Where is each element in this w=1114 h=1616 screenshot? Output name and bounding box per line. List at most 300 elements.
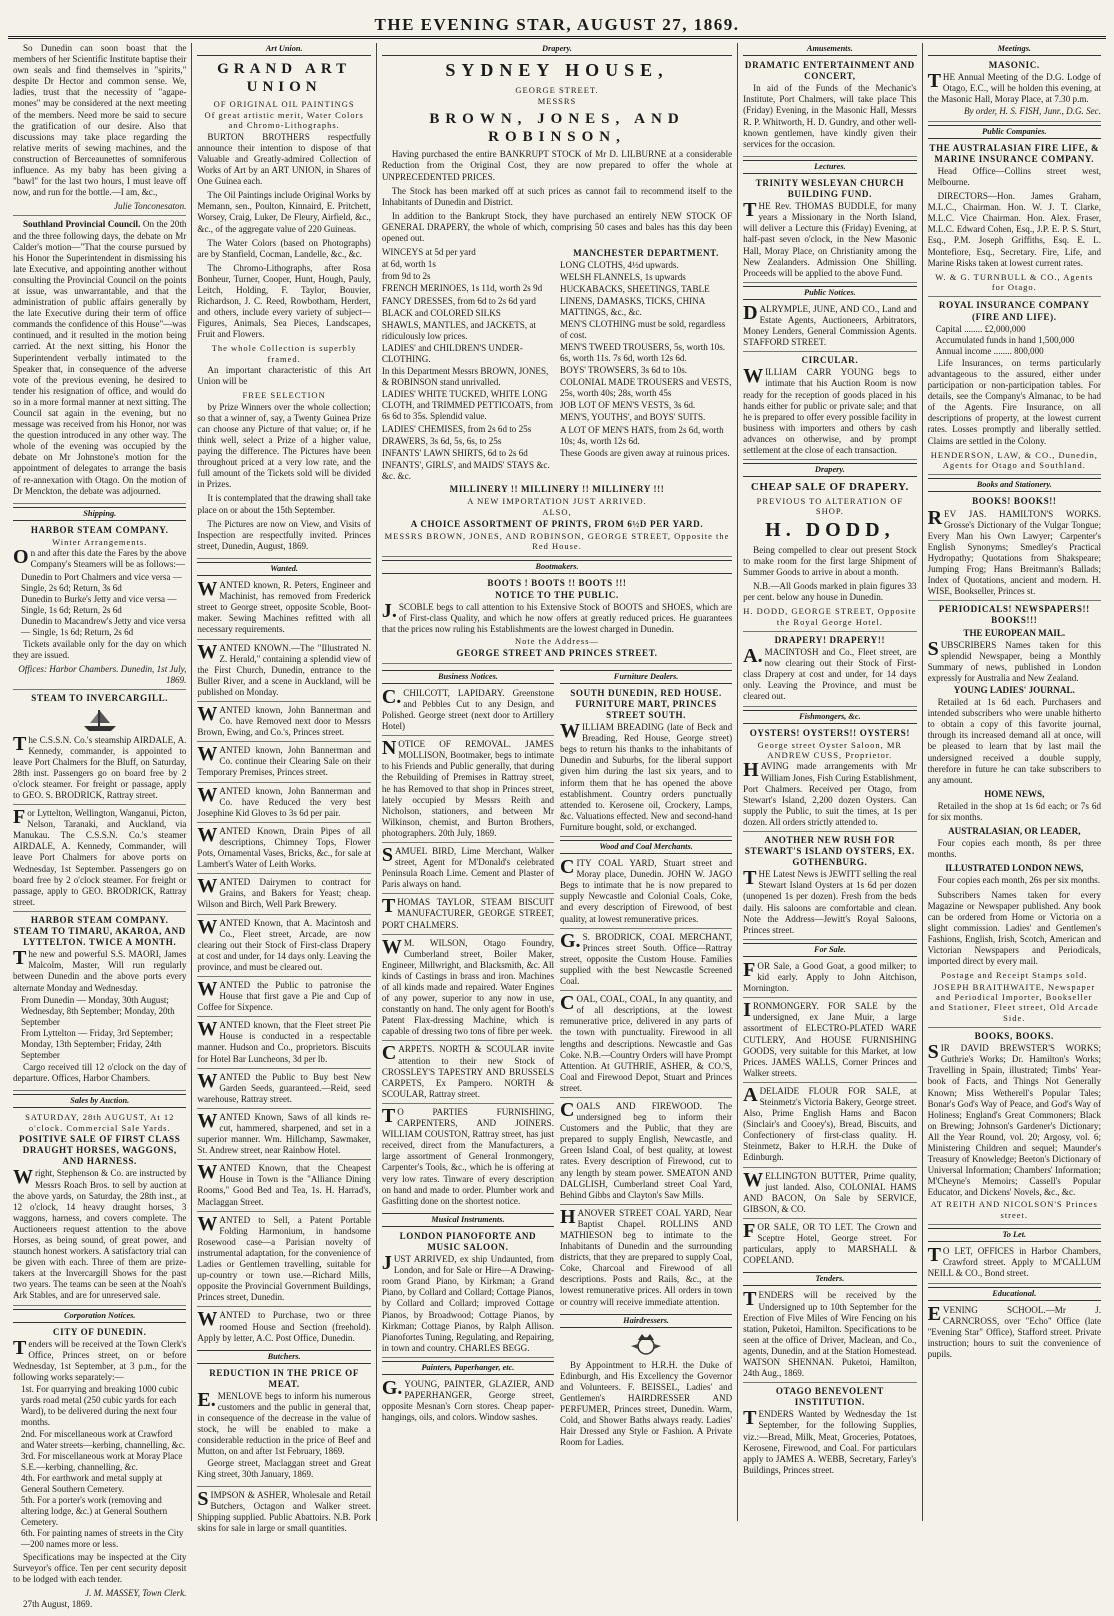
section-hairdressers: Hairdressers. (560, 1314, 732, 1328)
music-title: LONDON PIANOFORTE AND MUSIC SALOON. (399, 1230, 537, 1252)
lecture-ad (743, 178, 916, 283)
art-sub1: OF ORIGINAL OIL PAINTINGS (213, 98, 355, 109)
business-ad-text: THOMAS TAYLOR, STEAM BISCUIT MANUFACTURER, GEORGE STREET, PORT CHALMERS. (381, 895, 554, 930)
tender-ad (743, 1290, 916, 1383)
wanted-ad (197, 745, 370, 782)
lecture-title: TRINITY WESLEYAN CHURCH BUILDING FUND. (755, 177, 905, 200)
timaru-title: HARBOR STEAM COMPANY. STEAM TO TIMARU, AKAROA, AND LYTTELTON. TWICE A MONTH. (13, 914, 186, 948)
drapery-right-item: MEN'S TWEED TROUSERS, 5s, worth 10s. 6s, worth 11s. 7s 6d, worth 12s 6d. (560, 341, 726, 363)
drapery-left-item: FRENCH MERINOES, 1s 11d, worth 2s 9d (381, 283, 543, 294)
section-art-union: Art Union. (197, 43, 370, 56)
section-corporation: Corporation Notices. (13, 1309, 186, 1323)
music-text: JUST ARRIVED, ex ship Undaunted, from London, and for Sale or Hire—A Drawing-room Grand Piano, by Kirkman; a Grand Piano, by Collard and Collard; Cottage Pianos, by Collard and Collard; improved Cottage Pianos, by Broadwood; Cottage Pianos, by Kirkman; Cottage Pianos, by Ralph Allison. Pianofortes Tuning, Regulating, and Repairing, in town and country. CHARLES BEGG. (381, 1252, 554, 1353)
sale-ad-text: WELLINGTON BUTTER, Prime quality, just landed. Also, COLONIAL HAMS AND BACON, On Sale by SERVICE, GIBSON, & CO. (743, 1168, 917, 1214)
home-title: HOME NEWS, (984, 788, 1045, 799)
section-lectures: Lectures. (743, 160, 916, 174)
sale-ad (743, 1219, 917, 1269)
benevolent-ad (743, 1386, 916, 1479)
drapery-right-item: COLONIAL MADE TROUSERS and VESTS, 25s, worth 40s; 28s, worth 45s (560, 377, 732, 399)
boots-text: J.SCOBLE begs to call attention to his Extensive Stock of BOOTS and SHOES, which are of First-class Quality, and which he now offers at greatly reduced prices. He guarantees that the prices now ruling his Establishments are the lowest charged in Dunedin. (381, 599, 733, 635)
drapery-left-item: from 9d to 2s (381, 271, 431, 282)
boots-note: Note the Address— (514, 636, 600, 647)
benevolent-text: TENDERS Wanted by Wednesday the 1st September, for the following Supplies, viz.:—Bread, Milk, Meat, Groceries, Potatoes, Kerosene, Firewood, and Coal. For particulars apply to JAMES A. WEBB, Secretary, Farley's Buildings, Princes street. (743, 1407, 917, 1475)
sale-ad-text: IRONMONGERY. FOR SALE by the undersigned, ex Jane Muir, a large assortment of ELECTRO-PLATED WARE CUTLERY, And HOUSE FURNISHING GOODS, very suitable for this Market, at low Prices. JAMES WALLS, Corner Princes and Walker streets. (743, 999, 917, 1078)
books-text: REV JAS. HAMILTON'S WORKS. Grosse's Dictionary of the Vulgar Tongue; Every Man his Own Lawyer; Carpenter's English Synonyms; Smedley's Practical Hydropathy; Quotations from Shakspeare; Jumping Frog; Hans Breitmann's Ballads; Index of Quotations, ancient and modern. H. WISE, Bookseller, Princes st. (927, 506, 1101, 597)
dodd-address: H. DODD, GEORGE STREET, Opposite the Royal George Hotel. (743, 606, 917, 627)
drapery-right-item: A LOT OF MEN'S HATS, from 2s 6d, worth 10s; 4s, worth 12s 6d. (560, 424, 724, 446)
boots-notice: NOTICE TO THE PUBLIC. (495, 589, 619, 600)
circular-ad (743, 355, 916, 460)
subscribers-text: Subscribers Names taken for every Magazine or Newspaper published. Any book can be ordered from Home or Victoria on a slight commission. Ladies' and Gentlemen's Fashions, English, Irish, Scotch, American and Victorian Newspapers and Periodicals, imported direct by every mail. (927, 889, 1101, 967)
drapery-lists (382, 247, 732, 483)
column-6 (923, 43, 1106, 1521)
prints-line: A CHOICE ASSORTMENT OF PRINTS, FROM 6½D PER YARD. (410, 518, 704, 529)
art-p3: The Water Colors (based on Photographs) are by Stanfield, Cocman, Landelle, &c., &c. (197, 237, 371, 259)
fare-row: Dunedin to Burke's Jetty and vice versa — Single, 1s 6d; Return, 2s 6d (21, 593, 177, 615)
section-butchers: Butchers. (197, 1350, 370, 1364)
wanted-ad-text: WANTED Known, Drain Pipes of all descriptions, Chimney Tops, Flower Pots, Ornamental Vases, Bricks, &c., for sale at Lambert's Water of Leith Works. (197, 823, 371, 870)
column-1 (8, 43, 192, 1609)
simpson-text: SIMPSON & ASHER, Wholesale and Retail Butchers, Octagon and Walker street. Shipping supplied. Public Abattoirs. N.B. Pork skins for sale in large or small quantities. (197, 1487, 371, 1534)
drapery-right-item: MEN'S CLOTHING must be sold, regardless of cost. (560, 318, 726, 340)
rush-ad (743, 835, 916, 940)
harbor-sub: Winter Arrangements. (52, 536, 148, 547)
corp-item: 5th. For a porter's work (removing and altering lodge, &c.) at General Southern Cemetery. (21, 1495, 168, 1528)
royal-signature: HENDERSON, LAW, & CO., Dunedin, Agents for Otago and Southland. (930, 449, 1098, 471)
young-text: Retailed at 1s 6d each. Purchasers and intended subscribers who were unable hitherto to obtain a copy of this favorite journal, through its increased demand all at once, will be pleased to learn that by last mail the undersigned received a double supply, therefore in future he can take subscribers to any amount. (927, 697, 1101, 785)
home-text: Retailed in the shop at 1s 6d each; or 7s 6d for six months. (927, 800, 1101, 823)
wanted-ad (197, 705, 370, 742)
wanted-ad (197, 1310, 370, 1346)
wanted-ad-text: WANTED the Public to patronise the House that first gave a Pie and Cup of Coffee for Sixpence. (197, 977, 371, 1013)
drapery-left-item: SHAWLS, MANTLES, and JACKETS, at ridiculously low prices. (381, 319, 536, 341)
auction-text: Wright, Stephenson & Co. are instructed by Messrs Roach Bros. to sell by auction at the above yards, on Saturday, the 28th inst., at 12 o'clock, 14 heavy draught horses, 3 waggons, harness, and covers complete. The Auctioneers request attention to the above Horses, as being sound, of great power, and staunch honest workers. A satisfactory trial can be given with each. Three of them are prize-takers at the Invercargill Shows for the past two years. The teams can be seen at the Noah's Ark Stables, and are for unreserved sale. (13, 1166, 187, 1301)
drapery-again: DRAPERY! DRAPERY!! (774, 634, 886, 645)
educational-text: EVENING SCHOOL.—Mr J. CARNCROSS, over "Echo" Office (late "Evening Star" Office), Stafford street. Private instruction; hours to suit the convenience of pupils. (927, 1302, 1101, 1360)
art-p1: BURTON BROTHERS respectfully announce their intention to dispose of that Valuable and Greatly-admired Collection of Works of Art by an ART UNION, in Shares of One Guinea each. (197, 131, 371, 187)
wood-ad (560, 1098, 733, 1205)
dramatic-text: In aid of the Funds of the Mechanic's Institute, Port Chalmers, will take place This (Friday) Evening, in the Masonic Hall, Messrs R. P. Whitworth, H. D. Gundry, and other well-known gentlemen, have kindly given their services for the occasion. (743, 83, 917, 149)
books-ad (928, 496, 1101, 601)
wanted-ad-text: WANTED to Purchase, two or three roomed House and Section (freehold). Apply by letter, A.C. Post Office, Dunedin. (197, 1308, 371, 1343)
lecture-text: THE Rev. THOMAS BUDDLE, for many years a Missionary in the North Island, will deliver a Lecture this (Friday) Evening, at half-past seven o'clock, in the New Masonic Hall, Moray Place, on Christianity among the New Zealanders. Admission One Shilling. Proceeds will be applied to the above Fund. (743, 199, 917, 278)
invercargill-title: STEAM TO INVERCARGILL. (31, 693, 169, 704)
australasian-leader-title: AUSTRALASIAN, OR LEADER, (948, 826, 1081, 837)
business-ad (382, 897, 554, 934)
sale-ad-text: FOR Sale, a Good Goat, a good milker; to kid early. Apply to John Aitchison, Mornington. (743, 958, 917, 994)
art-title: GRAND ART UNION (217, 61, 352, 96)
wanted-ad (197, 1163, 370, 1211)
sale-ad-text: FOR SALE, OR TO LET. The Crown and Sceptre Hotel, George street. For particulars, apply to MARSHALL & COPELAND. (743, 1219, 917, 1266)
wanted-ad (197, 783, 371, 823)
drapery-left-item: In this Department Messrs BROWN, JONES, & ROBINSON stand unrivalled. (381, 366, 549, 388)
wanted-ad-text: WANTED Dairymen to contract for Grains, and Bakers for Yeast; cheap. Wilson and Birch, Well Park Brewery. (197, 875, 371, 910)
royal-row: Annual income ........ 800,000 (935, 345, 1044, 356)
business-ad-text: NOTICE OF REMOVAL. JAMES MOLLISON, Bootmaker, begs to intimate to his Friends and Public generally, that during the Rebuilding of Premises in Rattray street, he has Removed to that shop in Princes street, lately occupied by Messrs Reith and Nicholson, stationers, and between Mr Wilkinson, chemist, and Burton Brothers, photographers. 20th July, 1869. (381, 737, 554, 838)
section-books: Books and Stationery. (928, 478, 1101, 492)
butchers-title: REDUCTION IN THE PRICE OF MEAT. (209, 1367, 359, 1389)
dodd-name: H. DODD, (765, 519, 895, 542)
art-p4: The Chromo-Lithographs, after Rosa Bonheur, Turner, Cooper, Hunt, Hough, Pauly, Leitch, Holding, F. Taylor, Bouvier, Richardson, J. C. Reed, Rowbotham, Herdert, and others, include every variety of subject—Figures, Animals, Sea Pieces, Landscapes, Fruit and Flowers. (197, 262, 371, 340)
art-p9: The Pictures are now on View, and Visits of Inspection are respectfully invited. Princes street, Dunedin, August, 1869. (197, 518, 371, 551)
drapery-right-item: LONG CLOTHS, 4½d upwards. (560, 260, 679, 271)
wood-ad-text: COAL, COAL, COAL, In any quantity, and of all descriptions, at the lowest remunerative price, delivered in any parts of the town with punctuality. Firewood in all lengths and descriptions. Newcastle and Gas Coke. N.B.—Country Orders will have Prompt Attention. At GUTHRIE, ASHER, & CO.'S, Coal and Firewood Depot, Stuart and Princes street. (560, 992, 733, 1093)
oyster-ad (743, 728, 916, 832)
corp-date: 27th August, 1869. (23, 1598, 93, 1609)
wood-ad-text: G.S. BRODRICK, COAL MERCHANT, Princes street South. Office—Rattray street, opposite the Custom House. Families supplied with the best Newcastle Screened Coal. (560, 929, 733, 987)
macintosh-text: A.MACINTOSH and Co., Fleet street, are now clearing out their Stock of First-class Drapery at cost and under, for 14 days only. Leaving the Province, and must be cleared out. (743, 645, 917, 702)
australasian-ad (928, 143, 1101, 298)
dramatic-title: DRAMATIC ENTERTAINMENT AND CONCERT, (744, 60, 915, 82)
stamps-line: Postage and Receipt Stamps sold. (941, 970, 1088, 981)
column-2 (192, 43, 376, 1534)
section-wood-coal: Wood and Coal Merchants. (560, 840, 732, 854)
wanted-ad-text: WANTED the Public to Buy best New Garden Seeds, guaranteed.—Reid, seed warehouse, Rattray street. (197, 1069, 371, 1104)
brown-text2: The Stock has been marked off at such prices as cannot fail to recommend itself to the Inhabitants of Dunedin and District. (381, 185, 733, 207)
sale-ad (743, 1083, 917, 1168)
section-meetings: Meetings. (928, 43, 1101, 56)
section-educational: Educational. (928, 1287, 1101, 1301)
drapery-right-item: BOYS' TROWSERS, 3s 6d to 10s. (560, 365, 688, 376)
sale-ad (743, 958, 917, 998)
sale-list (743, 958, 917, 1269)
wanted-ad-text: WANTED known, that the Fleet street Pie House is conducted in a respectable manner. Hudson and Co., proprietors. Biscuits for Hotel Bar Luncheons, 3d per lb. (197, 1018, 371, 1064)
wanted-ad (197, 580, 370, 639)
wanted-ad (197, 1212, 371, 1308)
wood-ad-text: COALS AND FIREWOOD. The undersigned beg to inform their Customers and the Public, that they are prepared to supply English, Newcastle, and Green Island Coal, of best quality, at lowest rates. Every description of Firewood, cut to any length by steam power. SMEATON AND DALGLISH, Cumberland street Coal Yard, Behind Gibbs and Clayton's Saw Mills. (560, 1098, 733, 1200)
furniture-title: SOUTH DUNEDIN, RED HOUSE. FURNITURE MART, PRINCES STREET SOUTH. (570, 687, 722, 720)
business-ad (381, 843, 554, 894)
wanted-ad (197, 915, 371, 977)
wood-ad-text: CITY COAL YARD, Stuart street and Moray place, Dunedin. JOHN W. JAGO Begs to intimate that he is now prepared to supply Newcastle and Colonial Coals, Coke, and every description of Firewood, of best quality, at lowest remunerative prices. (560, 856, 733, 924)
lyttelton-ad (13, 808, 186, 912)
mail-title: THE EUROPEAN MAIL. (963, 627, 1066, 638)
section-to-let: To Let. (928, 1228, 1101, 1242)
drapery-right-item: HUCKABACKS, SHEETINGS, TABLE LINENS, DAMASKS, TICKS, CHINA MATTINGS, &c., &c. (560, 284, 710, 317)
art-p6: An important characteristic of this Art Union will be (197, 365, 371, 387)
cheap-sub: PREVIOUS TO ALTERATION OF SHOP. (756, 495, 904, 517)
millinery-line: MILLINERY !! MILLINERY !! MILLINERY !!! (449, 484, 665, 494)
wood-ad (560, 1205, 733, 1311)
section-fishmongers: Fishmongers, &c. (743, 710, 916, 724)
rush-title: ANOTHER NEW RUSH FOR STEWART'S ISLAND OYSTERS, EX. GOTHENBURG. (744, 835, 915, 868)
section-drapery: Drapery. (382, 43, 732, 56)
art-p8: It is contemplated that the drawing shall take place on or about the 15th September. (197, 493, 371, 515)
dodd-nb: N.B.—All Goods marked in plain figures 33 per cent. below any house in Dunedin. (743, 581, 917, 603)
corp-text: Tenders will be received at the Town Clerk's Office, Princes street, on or before Wednesday, 1st September, at 3 p.m., for the following works separately:— (13, 1336, 187, 1383)
benevolent-title: OTAGO BENEVOLENT INSTITUTION. (775, 1386, 884, 1408)
art-p7: by Prize Winners over the whole collection; so that a winner of, say, a Twenty Guinea Prize can choose any Picture of that value; or, if he think well, select a Prize of a higher value, paying the difference. The Pictures have been throughout priced at a very low rate, and the full amount of the Tickets sold will be divided in Prizes. (197, 401, 371, 490)
tender-text: TENDERS will be received by the Undersigned up to 10th September for the Erection of Five Miles of Wire Fencing on his station, Puketoi, Hamilton. Specifications to be seen at the office of Driver, Maclean, and Co., agents, Dunedin, and at the Station Homestead. WATSON SHENNAN. Puketoi, Hamilton, 24th Aug., 1869. (743, 1288, 917, 1379)
corp-spec: Specifications may be inspected at the City Surveyor's office. Ten per cent security deposit to be lodged with each tender. (13, 1551, 187, 1584)
corp-item: 2nd. For miscellaneous work at Crawford and Water streets—kerbing, channelling, &c. (21, 1428, 185, 1450)
drapery-left-item: INFANTS' LAWN SHIRTS, 6d to 2s 6d (381, 447, 528, 458)
wood-ad (560, 994, 732, 1098)
harbor-ad (13, 525, 186, 691)
boots-address: GEORGE STREET AND PRINCES STREET. (456, 647, 658, 658)
cheap-title: CHEAP SALE OF DRAPERY. (750, 481, 909, 494)
section-amusements: Amusements. (743, 43, 916, 56)
australasian-signature: W. & G. TURNBULL & CO., Agents for Otago. (935, 271, 1094, 293)
iln-title: ILLUSTRATED LONDON NEWS, (945, 863, 1084, 874)
lyttelton-text: For Lyttelton, Wellington, Wanganui, Picton, Nelson, Taranaki, and Auckland, via Manukau. The C.S.S.N. Co.'s steamer AIRDALE, A. Kennedy, Commander, will leave Port Chalmers for above ports on Wednesday, 1st September. Passengers go on board free by 2 o'clock steamer. For freight or passage, apply to GEO. BRODRICK, Rattray street. (13, 806, 187, 907)
invercargill-ad (13, 693, 186, 805)
dalrymple-text: DALRYMPLE, JUNE, AND CO., Land and Estate Agents, Auctioneers, Arbitrators, Money Lenders, General Commission Agents. STAFFORD STREET. (743, 301, 917, 348)
oyster-sub: George street Oyster Saloon, MR ANDREW CUSS, Proprietor. (757, 739, 903, 761)
business-ad-text: SAMUEL BIRD, Lime Merchant, Walker street, Agent for M'Donald's celebrated Peninsula Roach Lime. Cement and Plaster of Paris always on hand. (381, 843, 554, 890)
art-sub2: Of great artistic merit, Water Colors and Chromo-Lithographs. (204, 110, 364, 131)
timaru-date-row: From Dunedin — Monday, 30th August; Wednesday, 8th September; Monday, 20th September (21, 994, 175, 1027)
section-drapery-2: Drapery. (743, 463, 916, 477)
brown-title: BROWN, JONES, AND ROBINSON, (429, 110, 685, 146)
harbor-offices: Offices: Harbor Chambers. Dunedin, 1st July, 1869. (18, 664, 187, 686)
dodd-ad (743, 481, 916, 632)
royal-text: Life Insurances, on terms particularly advantageous to the assured, either under participation or non-participation tables. For details, see the Company's Almanac, to be had of the Agents. Fire Insurance, on all descriptions of property, at the lowest current rates. Losses promptly and liberally settled. Claims are settled in the Colony. (927, 357, 1101, 446)
corp-items (13, 1384, 186, 1550)
wanted-ad (197, 877, 370, 914)
sale-ad (743, 1168, 917, 1219)
harbor-note: Tickets available only for the day on which they are issued. (13, 639, 187, 661)
wanted-ad-text: WANTED Known, that A. Macintosh and Co., Fleet street, Arcade, are now clearing out their Stock of First-class Drapery at cost and under, for 14 days only. Leaving the province, and must be cleared out. (197, 915, 371, 972)
auction-title: POSITIVE SALE OF FIRST CLASS DRAUGHT HORSES, WAGGONS, AND HARNESS. (19, 1134, 181, 1167)
drapery-left-item: INFANTS', GIRLS', and MAIDS' STAYS &c. &c. &c. (381, 459, 550, 481)
wanted-ad (197, 640, 371, 702)
iln-text: Four copies each month, 26s per six months. (937, 875, 1100, 886)
sydney-house-ad (382, 60, 732, 557)
timaru-date-row: From Lyttelton — Friday, 3rd September; Monday, 13th September; Friday, 24th September (21, 1027, 173, 1061)
column-5 (738, 43, 922, 1521)
masonic-text: THE Annual Meeting of the D.G. Lodge of Otago, E.C., will be holden this evening, at the Masonic Hall, Moray Place, at 7.30 p.m. (927, 70, 1101, 105)
wanted-ad-text: WANTED to Sell, a Patent Portable Folding Harmonium, in handsome Rosewood case—a Parisian novelty of instrumental adaptation, for the convenience of Ladies or Gentlemen travelling, suitable for up-country or town use.—Richard Mills, opposite the Provincial Government Buildings, Princes street, Dunedin. (197, 1212, 371, 1303)
wood-list (560, 858, 732, 1311)
column-3-4 (377, 43, 738, 1521)
wanted-ad-text: WANTED Known, that the Cheapest House in Town is the "Alliance Dining Rooms," Good Bed and Tea, 1s. H. Harrad's, Maclaggan Street. (197, 1161, 371, 1207)
sale-ad (743, 1001, 916, 1083)
drapery-signature: MESSRS BROWN, JONES, AND ROBINSON, GEORGE STREET, Opposite the Red House. (384, 530, 730, 552)
lower-right (560, 667, 732, 1458)
butchers-ad (197, 1368, 370, 1487)
australasian-leader-text: Four copies each month, 8s per three months. (927, 838, 1101, 860)
corp-signature: J. M. MASSEY, Town Clerk. (85, 1587, 187, 1598)
business-ad-text: CARPETS. NORTH & SCOULAR invite attention to their new Stock of CROSSLEY'S TAPESTRY AND BRUSSELS CARPETS, Ex Pampero. NORTH & SCOULAR, Rattray street. (381, 1042, 554, 1099)
books-title: BOOKS! BOOKS!! (972, 496, 1057, 507)
dramatic-ad (743, 60, 916, 157)
to-let-text: TO LET, OFFICES in Harbor Chambers, Crawford street. Apply to M'CALLUM NEILL & CO., Bond street. (927, 1244, 1101, 1279)
business-ad-text: WM. WILSON, Otago Foundry, Cumberland street, Boiler Maker, Engineer, Millwright, and Blacksmith, &c. All kinds of Castings in brass and iron. Machines of all kinds made and repaired. Water Engines of any power, superior to any now in use, constantly on hand. The only agent for Booth's Patent Flax-dressing Machine, which is capable of dressing two tons of fibre per week. (381, 935, 554, 1037)
macintosh-ad (743, 635, 916, 707)
wanted-ad (197, 1109, 371, 1160)
business-list (381, 685, 554, 1210)
brewster-signature: AT REITH AND NICOLSON'S Princes street. (930, 1199, 1098, 1220)
business-ad (381, 935, 554, 1042)
section-auction: Sales by Auction. (13, 1094, 186, 1108)
lower-left (382, 667, 554, 1458)
drapery-right-item: These Goods are given away at ruinous prices. (560, 447, 730, 458)
butchers-text: E.MENLOVE begs to inform his numerous customers and the public in general that, in consequence of the decrease in the value of stock, he will be enabled to make a considerable reduction in the price of Beef and Mutton, on and after 1st February, 1869. (197, 1388, 371, 1457)
wanted-list (197, 580, 370, 1347)
section-for-sale: For Sale. (743, 943, 916, 957)
sydney-street: GEORGE STREET. (515, 85, 599, 96)
brown-text: Having purchased the entire BANKRUPT STOCK of Mr D. LILBURNE at a considerable Reduction from the Original Cost, they are now prepared to offer the whole at UNPRECEDENTED PRICES. (381, 149, 733, 182)
australasian-title: THE AUSTRALASIAN FIRE LIFE, & MARINE INSURANCE COMPANY. (929, 142, 1100, 164)
rush-text: THE Latest News is JEWITT selling the real Stewart Island Oysters at 1s 6d per dozen (unopened 1s per dozen). Fresh from the beds daily. His saloons are comfortable and clean. Note the Address—Jewitt's Royal Saloons, Princes street. (743, 867, 917, 935)
australasian-text: Head Office—Collins street west, Melbourne. (927, 165, 1101, 187)
business-ad (382, 739, 554, 843)
wanted-ad-text: WANTED known, John Bannerman and Co. have Removed next door to Messrs Brown, Ewing, and Co.'s, Princes street. (197, 703, 371, 738)
wanted-ad (197, 823, 371, 874)
mail-text: SUBSCRIBERS Names taken for this splendid Newspaper, being a Monthly Summary of news, published in London expressly for Australia and New Zealand. (927, 637, 1101, 683)
corp-item: 1st. For quarrying and breaking 1000 cubic yards road metal (250 cubic yards for each Ward), to be delivered during the next four months. (21, 1384, 179, 1428)
drapery-left-item: FANCY DRESSES, from 6d to 2s 6d yard (381, 295, 536, 306)
boots-ad (382, 578, 732, 664)
invercargill-text: The C.S.S.N. Co.'s steamship AIRDALE, A. Kennedy, commander, is appointed to leave Port Chalmers for the Bluff, on Saturday, 28th inst. Passengers go on board free by 2 o'clock steamer. For freight or passage, apply to GEO. S. BRODRICK, Rattray street. (13, 732, 187, 800)
dalrymple-ad (743, 301, 917, 352)
dodd-text: Being compelled to clear out present Stock to make room for the first large Shipment of Summer Goods to arrive in about a month. (743, 544, 917, 577)
drapery-left-item: LADIES' WHITE TUCKED, WHITE LONG CLOTH, and TRIMMED PETTICOATS, from 6s 6d to 35s. Splendid value. (381, 389, 553, 422)
lower-split (382, 667, 732, 1458)
drapery-right-item: MEN'S, YOUTHS', and BOYS' SUITS. (560, 412, 706, 423)
section-shipping: Shipping. (13, 507, 186, 521)
to-let-ad (928, 1246, 1101, 1283)
oyster-text: HAVING made arrangements with Mr William Jones, Fish Curing Establishment, Port Chalmers. Received per Otago, from Stewart's Island, 2,200 dozen Oysters. Can supply the Public, to suit the times, at 1s per dozen. All orders strictly attended to. (743, 759, 917, 827)
art-union-ad (197, 60, 370, 559)
drapery-right-list (560, 247, 732, 483)
drapery-right-item: JOB LOT OF MEN'S VESTS, 3s 6d. (560, 400, 696, 411)
art-p2: The Oil Paintings include Original Works by Memann, sen., Poulton, Kinnaird, E. Pritchett, Worsey, Craig, Luker, De Fleury, Airfield, &c., &c., of the aggregate value of 220 Guineas. (197, 190, 371, 234)
royal-row: Accumulated funds in hand 1,500,000 (935, 334, 1075, 345)
wanted-ad-text: WANTED known, John Bannerman and Co. continue their Clearing Sale on their Temporary Premises, Princes street. (197, 743, 371, 778)
importation-line: A NEW IMPORTATION JUST ARRIVED. (467, 496, 647, 507)
drapery-left-item: LADIES' CHEMISES, from 2s 6d to 25s (381, 423, 532, 434)
painter-text: G.YOUNG, PAINTER, GLAZIER, AND PAPERHANGER, George street, opposite Mesnan's Corn stores. Cheap paper-hangings, oils, and colors. Window sashes. (381, 1377, 554, 1423)
brewster-text: SIR DAVID BREWSTER'S WORKS; Guthrie's Works; Dr. Hamilton's Works; Travelling in Spain, illustrated; Timbs' Year-book of Facts, and Things Not Generally Known; Miss Wetherell's Popular Tales; Bonar's God's Way of Peace, and God's Way of Holiness; England's Great Commoners; Black on Brewing; Johnson's Gardener's Dictionary; All the Year Round, vol. 20; Argosy, vol. 6; Ministering Children and sequel; Maunder's Treasury of Knowledge; Beeton's Dictionary of Universal Information; Chambers' Information; M'Cheyne's Memoirs; Cassell's Popular Educator, and Dickens' Novels, &c., &c. (927, 1041, 1101, 1198)
manchester-title: MANCHESTER DEPARTMENT. (573, 248, 720, 259)
painter-ad (382, 1379, 554, 1426)
sale-ad-text: ADELAIDE FLOUR FOR SALE, at Steinmetz's Victoria Bakery, George street. Also, Prime English Hams and Bacon (Sinclair's and Cooey's), Bread, Biscuits, and Confectionery of first-class quality. H. Steinmetz, Baker to H.R.H. the Duke of Edinburgh. (743, 1083, 917, 1163)
periodicals-title: PERIODICALS! NEWSPAPERS!! BOOKS!!! (938, 604, 1090, 626)
circular-title: CIRCULAR. (801, 355, 859, 366)
wanted-ad (197, 1020, 370, 1068)
royal-figures (928, 324, 1101, 357)
royal-title: ROYAL INSURANCE COMPANY (FIRE AND LIFE). (938, 300, 1090, 322)
section-bootmakers: Bootmakers. (382, 560, 732, 574)
drapery-left-item: BLACK and COLORED SILKS (381, 307, 501, 318)
australasian-directors: DIRECTORS—Hon. James Graham, M.L.C., Chairman. Hon. W. J. T. Clarke, M.L.C. Vice Chairman. Hon. Alex. Fraser, M.L.C. Edward Cohen, Esq., J.P. E. P. S. Sturt, Esq., P.M. Joseph Griffiths, Esq. E. L. Montefiore, Esq., Secretary. Fire, Life, and Marine Risks taken at lowest current rates. (927, 191, 1101, 268)
art-p5: The whole Collection is superbly framed. (211, 343, 357, 364)
hair-text: By Appointment to H.R.H. the Duke of Edinburgh, and His Excellency the Governor and Volunteers. F. BEISSEL, Ladies' and Gentlemen's HAIRDRESSER AND PERFUMER, Princes street, Dunedin. Warm, Cold, and Shower Baths always ready. Ladies' Hair Dressed any Style or Fashion. A Private Room for Ladies. (560, 1359, 733, 1448)
council-title: Southland Provincial Council. (23, 219, 141, 230)
circular-text: WILLIAM CARR YOUNG begs to intimate that his Auction Room is now ready for the reception of goods placed in his hands either for public or private sale; and that he is prepared to offer every possible facility in business with importers and others by cash advances on otherwise, and by prompt settlement at the close of each transaction. (743, 365, 917, 456)
wanted-ad-text: WANTED KNOWN.—The "Illustrated N. Z. Herald," containing a splendid view of the First Church, Dunedin, entrance to the Buller River, and a scene in Auckland, will be published on Monday. (197, 640, 371, 697)
letter (13, 43, 186, 216)
wanted-ad-text: WANTED Known, Saws of all kinds re-cut, hammered, sharpened, and set in a superior manner. Wm. Hillchamp, Sawmaker, St. Andrew street, near Rainbow Hotel. (197, 1109, 371, 1156)
section-public-notices: Public Notices. (743, 286, 916, 300)
messrs: MESSRS (537, 96, 577, 107)
drapery-left-item: WINCEYS at 5d per yard (381, 247, 476, 258)
corp-item: 4th. For earthwork and metal supply at General Southern Cemetery. (21, 1472, 163, 1494)
periodicals-ad (928, 604, 1101, 1028)
auction-ad (13, 1112, 186, 1305)
drapery-left-item: DRAWERS, 3s 6d, 5s, 6s, to 25s (381, 435, 502, 446)
harbor-text: On and after this date the Fares by the above Company's Steamers will be as follows:— (13, 546, 187, 570)
royal-ad (928, 300, 1101, 475)
wanted-ad-text: WANTED known, R. Peters, Engineer and Machinist, has removed from Frederick street to George street, opposite Scoble, Boot-maker. Sewing Machines refitted with all necessary requirements. (197, 578, 371, 635)
auction-date: SATURDAY, 28th AUGUST, At 12 o'clock. Commercial Sale Yards. (25, 1112, 175, 1133)
art-free-selection: FREE SELECTION (242, 390, 326, 401)
masonic-signature: By order, H. S. FISH, Junr., D.G. Sec. (963, 106, 1101, 117)
wanted-ad-text: WANTED known, John Bannerman and Co. have Reduced the very best Josephine Kid Gloves to 3s 6d per pair. (197, 783, 371, 818)
section-music: Musical Instruments. (382, 1213, 554, 1227)
wood-ad-text: HANOVER STREET COAL YARD, Near Baptist Chapel. ROLLINS AND MATHIESON beg to intimate to the Inhabitants of Dunedin and the surrounding districts, that they are prepared to supply Coal, Coke, Charcoal and Firewood of all descriptions. Posts and Rails, &c., at the lowest remunerative prices. All orders in town or country will receive immediate attention. (560, 1205, 733, 1307)
music-ad (382, 1231, 554, 1358)
section-furniture: Furniture Dealers. (560, 670, 732, 684)
letter-text: So Dunedin can soon boast that the members of her Scientific Institute baptise their own seals and find themselves in "spirits," despite Dr Hector and common sense. We, ladies, trust that the necessity of "agape-mones" may be considered at the next meeting of the members. Need more be said to secure the gratification of our desire. Also that discussions may take place regarding the relative merits of sewing machines, and the construction of Berceaunettes of somniferous influence. As my baby has been giving a "bawl" for the last two hours, I must leave off now, and run for the bottle.—I am, &c., (13, 43, 187, 198)
corp-item: 6th. For painting names of streets in the City—200 names more or less. (21, 1528, 184, 1550)
corp-item: 3rd. For miscellaneous work at Moray Place S.E.—kerbing, channelling, &c. (21, 1450, 183, 1472)
furniture-text: WILLIAM BREADING (late of Beck and Breading, Red House, George street) begs to return his thanks to the inhabitants of Dunedin and Suburbs, for the liberal support given him during the last six years, and to inform them that he has opened the above establishment. Country orders punctually attended to. Kerosene oil, Crockery, Lamps, &c. Valuations effected. New and second-hand Furniture bought, sold, or exchanged. (560, 720, 733, 832)
masonic-title: MASONIC. (988, 60, 1040, 71)
business-ad-text: TO PARTIES FURNISHING, CARPENTERS, AND JOINERS. WILLIAM COUSTON, Rattray street, has just received, direct from the Manufacturers, a large assortment of General Ironmongery, Carpenter's Tools, &c., which he is offering at very low rates. Tinware of every description on hand and made to order. Plumber work and Gasfitting done on the shortest notice. (381, 1104, 554, 1206)
business-ad (382, 1044, 554, 1103)
simpson-ad (197, 1487, 371, 1537)
also-line: ALSO, (542, 507, 572, 518)
drapery-left-item: LADIES' and CHILDREN'S UNDER-CLOTHING. (381, 342, 523, 364)
butchers-addr: George street, Maclaggan street and Great King street, 30th January, 1869. (197, 1457, 371, 1479)
harbor-title: HARBOR STEAM COMPANY. (30, 524, 169, 535)
boots-top: BOOTS ! BOOTS !! BOOTS !!! (487, 577, 627, 588)
furniture-ad (560, 688, 732, 837)
corp-title: CITY OF DUNEDIN. (52, 1326, 147, 1337)
business-ad (381, 1104, 554, 1210)
timaru-text: The new and powerful S.S. MAORI, James Malcolm, Master, Will run regularly between Dunedin and the above ports every alternate Monday and Wednesday. (13, 947, 187, 993)
section-public-companies: Public Companies. (928, 125, 1101, 139)
drapery-left-list (382, 247, 554, 483)
section-business: Business Notices. (382, 670, 554, 684)
young-title: YOUNG LADIES' JOURNAL. (953, 684, 1075, 695)
business-ad-text: C.CHILCOTT, LAPIDARY. Greenstone and Pebbles Cut to any Design, and Polished. George street (next door to Artillery Hotel) (381, 685, 554, 732)
columns (8, 43, 1106, 1609)
hair-ad (560, 1332, 732, 1455)
letter-signature: Julie Tonconesaton. (114, 201, 187, 212)
wanted-ad (197, 1069, 371, 1109)
ship-icon (80, 707, 120, 733)
masthead: THE EVENING STAR, AUGUST 27, 1869. (8, 14, 1106, 39)
fare-row: Dunedin to Macandrew's Jetty and vice versa — Single, 1s 6d; Return, 2s 6d (21, 615, 186, 637)
brewster-ad (928, 1031, 1101, 1225)
oyster-title: OYSTERS! OYSTERS!! OYSTERS! (749, 727, 910, 738)
fare-row: Dunedin to Port Chalmers and vice versa — Single, 2s 6d; Return, 3s 6d (21, 571, 182, 593)
braithwaite-signature: JOSEPH BRAITHWAITE, Newspaper and Periodical Importer, Bookseller and Stationer, Fleet street, Old Arcade Side. (929, 981, 1099, 1023)
section-tenders: Tenders. (743, 1272, 916, 1286)
brewster-title: BOOKS, BOOKS. (974, 1031, 1054, 1042)
masonic-ad (928, 60, 1101, 121)
council-article (13, 219, 186, 503)
corporation-ad (13, 1327, 186, 1616)
fares-list (13, 572, 186, 639)
timaru-dates (13, 995, 186, 1062)
sydney-title: SYDNEY HOUSE, (445, 60, 669, 81)
business-ad (381, 685, 554, 736)
section-painters: Painters, Paperhanger, etc. (382, 1361, 554, 1375)
wood-ad (560, 929, 733, 991)
drapery-left-item: at 6d, worth 1s (381, 259, 436, 270)
timaru-ad (13, 915, 186, 1091)
wanted-ad (197, 977, 371, 1017)
royal-row: Capital ........ £2,000,000 (935, 323, 1026, 334)
brown-text3: In addition to the Bankrupt Stock, they have purchased an entirely NEW STOCK OF GENERAL DRAPERY, the whole of which, comprising 50 cases and bales has this day been opened out. (381, 210, 733, 244)
drapery-right-item: WELSH FLANNELS, 1s upwards (560, 272, 686, 283)
section-wanted: Wanted. (197, 562, 370, 576)
